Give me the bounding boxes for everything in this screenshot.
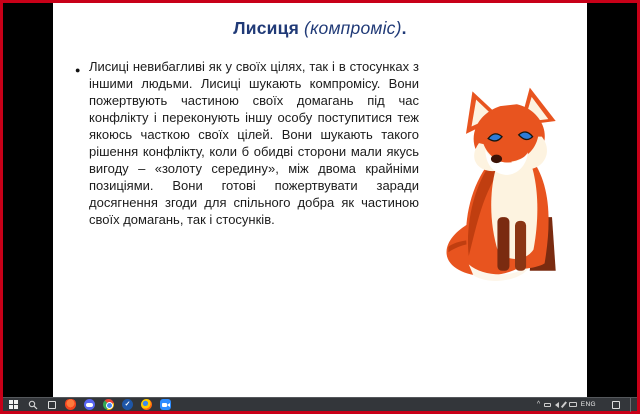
discord-button[interactable]: [84, 399, 95, 410]
firefox-button[interactable]: [141, 399, 152, 410]
slide-title: [53, 18, 587, 39]
chrome-button[interactable]: [103, 399, 114, 410]
windows-logo-icon: [9, 400, 18, 409]
slide-title-subtitle: (компроміс): [299, 18, 402, 38]
slide-title-period: .: [401, 18, 407, 38]
discord-icon: [84, 399, 95, 410]
volume-icon[interactable]: [555, 402, 559, 408]
language-indicator[interactable]: ENG: [580, 401, 596, 408]
zoom-button[interactable]: [160, 399, 171, 410]
pillarbox-right: [587, 3, 637, 397]
slide-body: [75, 58, 419, 228]
bullet-marker: ●: [75, 64, 81, 75]
zoom-icon: [160, 399, 171, 410]
bullet-paragraph-text: Лисиці невибагливі як у своїх цілях, так і в стосунках з іншими людьми. Лисиці шукають компромісу. Вони пожертвують частиною своїх домагань під час конфлікту і переконують іншу особу поступитися теж якоюсь часткою своїх цілей. Вони шукають такого рішення конфлікту, коли б обидві сторони мали якусь вигоду – «золоту середину», між двома крайніми позиціями. Вони готові пожертвувати заради досягнення згоди для спільного добра як частиною своїх домагань, так і стосунків.: [89, 59, 419, 227]
firefox-icon: [141, 399, 152, 410]
search-icon: [28, 400, 38, 410]
presentation-area: [3, 3, 637, 397]
check-app-icon: ✓: [122, 399, 133, 410]
taskbar-app-buttons: [3, 399, 171, 410]
fox-illustration: [441, 73, 589, 291]
show-desktop-button[interactable]: [630, 398, 633, 412]
chrome-icon: [103, 399, 114, 410]
action-center-icon[interactable]: [612, 401, 620, 409]
start-button[interactable]: [8, 399, 19, 410]
keyboard-icon[interactable]: [569, 402, 577, 407]
task-view-button[interactable]: [46, 399, 57, 410]
taskbar: [3, 397, 637, 411]
check-app-button[interactable]: [122, 399, 133, 410]
slide-title-main: Лисиця: [233, 18, 299, 38]
task-view-icon: [48, 401, 56, 409]
bullet-paragraph: [75, 58, 419, 228]
brave-browser-icon: [65, 399, 76, 410]
brave-browser-button[interactable]: [65, 399, 76, 410]
desktop-screen: [3, 3, 637, 411]
battery-icon[interactable]: [544, 403, 551, 407]
slide[interactable]: [53, 3, 587, 397]
pen-icon[interactable]: [561, 401, 567, 407]
fox-image: [441, 73, 589, 291]
hidden-icons-chevron[interactable]: ^: [536, 400, 541, 408]
system-tray: [537, 398, 637, 412]
search-button[interactable]: [27, 399, 38, 410]
pillarbox-left: [3, 3, 53, 397]
